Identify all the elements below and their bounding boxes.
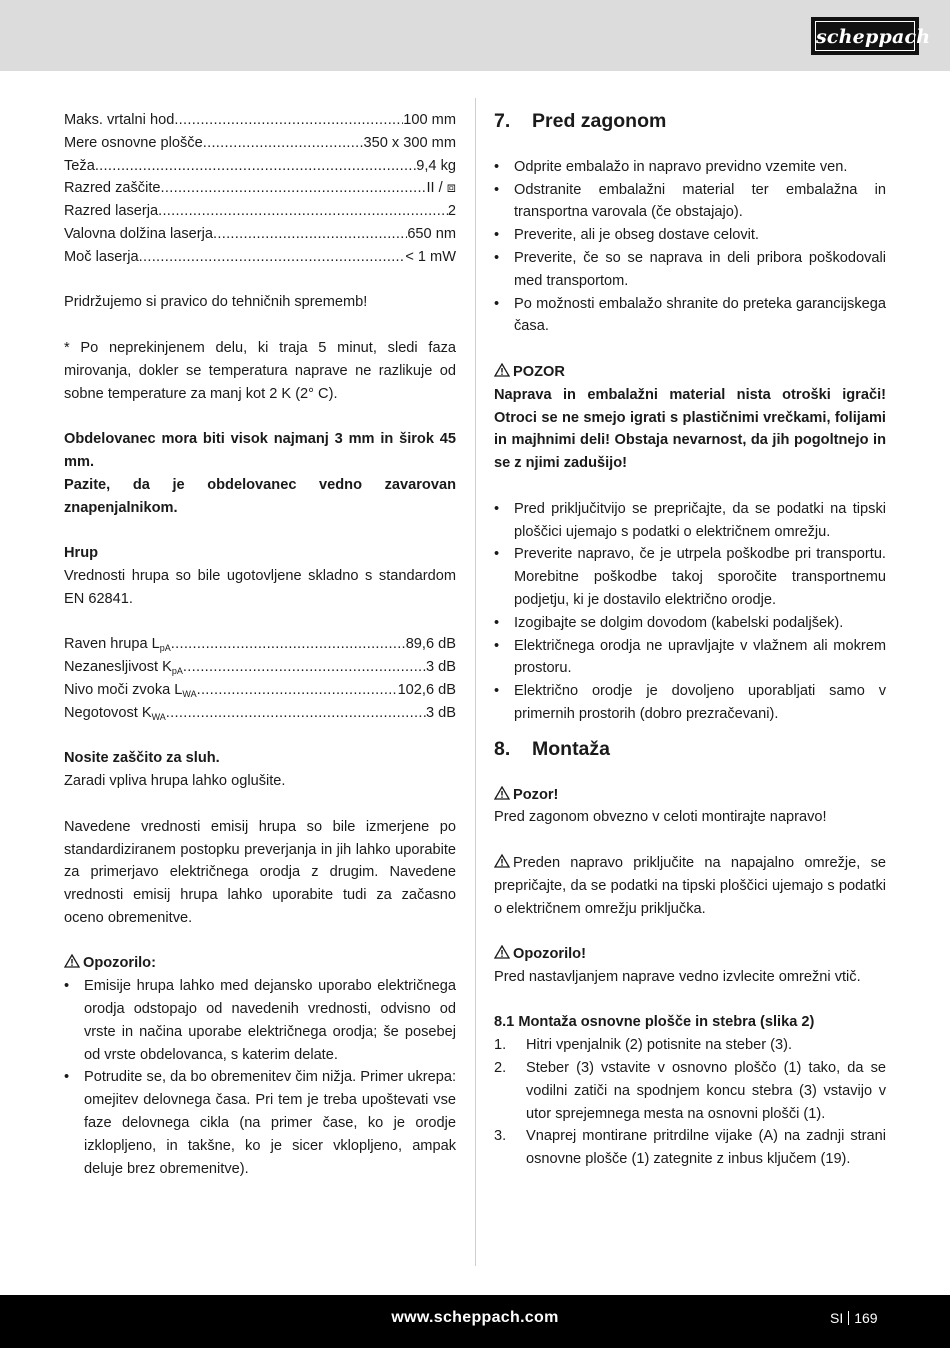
- right-column: [494, 109, 886, 1171]
- list-item: • Električno orodje je dovoljeno uporabljati samo v primernih prostorih (dobro prezračevani).: [494, 680, 886, 726]
- footnote: * Po neprekinjenem delu, ki traja 5 minut, sledi faza mirovanja, dokler se temperatura naprave ne razlikuje od sobne temperature za manj kot 2 K (2° C).: [64, 339, 456, 402]
- leader-dots: [161, 177, 427, 200]
- brand-logo: [811, 17, 931, 55]
- workpiece-note: Obdelovanec mora biti visok najmanj 3 mm in širok 45 mm.: [64, 431, 456, 470]
- leader-dots: [197, 679, 398, 702]
- warning-icon: [494, 363, 510, 377]
- leader-dots: [139, 246, 406, 269]
- spec-row: Razred laserja ..... 2: [64, 200, 456, 223]
- spec-row: Moč laserja ..... < 1 mW: [64, 246, 456, 269]
- opozorilo-text: Pred nastavljanjem naprave vedno izvlecite omrežni vtič.: [494, 968, 861, 985]
- list-item: • Po možnosti embalažo shranite do preteka garancijskega časa.: [494, 293, 886, 339]
- noise-values: [64, 633, 456, 724]
- list-item: • Preverite, če so se naprava in deli pribora poškodovali med transportom.: [494, 247, 886, 293]
- list-item: • Odstranite embalažni material ter embalažna in transportna varovala (če obstajajo).: [494, 179, 886, 225]
- page-indicator: SI 169: [830, 1310, 878, 1326]
- emission-text: Navedene vrednosti emisij hrupa so bile izmerjene po standardiziranem postopku preverjanja in jih lahko uporabite za primerjavo električnega orodja z drugim. Navedene vrednosti emisij hrupa lahko uporabite tudi za začasno oceno obremenitve.: [64, 818, 456, 926]
- noise-row: Negotovost $K_{WA}$ ..... 3 dB: [64, 702, 456, 725]
- spec-list: [64, 109, 456, 269]
- connect-warning: Preden napravo priključite na napajalno omrežje, se prepričajte, da se podatki na tipski ploščici ujemajo s podatki o električnem omrežju priključka.: [494, 854, 886, 917]
- list-item: • Električnega orodja ne upravljajte v vlažnem ali mokrem prostoru.: [494, 635, 886, 681]
- separator: [848, 1311, 849, 1325]
- pozor2-heading: Pozor!: [494, 784, 886, 807]
- noise-row: Nezanesljivost $K_{pA}$ ..... 3 dB: [64, 656, 456, 679]
- list-item: • Odprite embalažo in napravo previdno vzemite ven.: [494, 156, 886, 179]
- header-bar: [0, 0, 950, 71]
- assembly-steps: [494, 1034, 886, 1171]
- spec-row: Teža ..... 9,4 kg: [64, 155, 456, 178]
- subsection-8-1-heading: 8.1 Montaža osnovne plošče in stebra (slika 2): [494, 1014, 815, 1031]
- noise-row: Nivo moči zvoka $L_{WA}$ ..... 102,6 dB: [64, 679, 456, 702]
- reserve-notice: Pridržujemo si pravico do tehničnih sprememb!: [64, 294, 368, 311]
- list-item: • Potrudite se, da bo obremenitev čim nižja. Primer ukrepa: omejitev delovnega časa. Pri tem je treba upoštevati vse faze delovnega cikla (na primer čase, ko je orodje izklopljeno, in takšne, ko je sicer vklopljeno, ampak deluje brez obremenitve).: [64, 1066, 456, 1180]
- warning-icon: [494, 854, 510, 868]
- list-item: • Emisije hrupa lahko med dejansko uporabo električnega orodja odstopajo od navedenih vrednosti, odvisno od vrste in načina uporabe električnega orodja; še posebej od vrste obdelovanca, s katerim delate.: [64, 975, 456, 1066]
- noise-text: Vrednosti hrupa so bile ugotovljene skladno s standardom EN 62841.: [64, 567, 456, 607]
- list-item: • Izogibajte se dolgim dovodom (kabelski podaljšek).: [494, 612, 886, 635]
- spec-row: Valovna dolžina laserja ..... 650 nm: [64, 223, 456, 246]
- brand-logo-text: scheppach: [815, 21, 915, 51]
- leader-dots: [213, 223, 407, 246]
- list-item: 1. Hitri vpenjalnik (2) potisnite na steber (3).: [494, 1037, 793, 1054]
- opozorilo-heading: Opozorilo!: [494, 943, 886, 966]
- noise-row: Raven hrupa $L_{pA}$ ..... 89,6 dB: [64, 633, 456, 656]
- left-column: [64, 109, 456, 1180]
- column-divider: [475, 98, 476, 1266]
- section-8-heading: 8. Montaža: [494, 737, 610, 760]
- list-item: • Preverite, ali je obseg dostave celovit.: [494, 224, 886, 247]
- leader-dots: [171, 633, 406, 656]
- list-item: 3. Vnaprej montirane pritrdilne vijake (A) na zadnji strani osnovne plošče (1) zategnite z inbus ključem (19).: [494, 1128, 886, 1168]
- list-item: 2. Steber (3) vstavite v osnovno ploščo (1) tako, da se vodilni zatiči na spodnjem koncu stebra (3) vstavijo v utor sprejemnega mesta na osnovni plošči (1).: [494, 1060, 886, 1122]
- spec-row: Mere osnovne plošče ..... 350 x 300 mm: [64, 132, 456, 155]
- unpacking-list: [494, 156, 886, 338]
- leader-dots: [95, 155, 416, 178]
- warning-icon: [494, 786, 510, 800]
- warning-icon: [494, 945, 510, 959]
- spec-row: Maks. vrtalni hod ..... 100 mm: [64, 109, 456, 132]
- workpiece-clamp-note: Pazite, da je obdelovanec vedno zavarovan znapenjalnikom.: [64, 476, 456, 516]
- list-item: • Preverite napravo, če je utrpela poškodbe pri transportu. Morebitne poškodbe takoj sporočite transportnemu podjetju, ki je dostavilo električno orodje.: [494, 543, 886, 611]
- leader-dots: [158, 200, 448, 223]
- warning-icon: [64, 954, 80, 968]
- footer-url-link[interactable]: www.scheppach.com: [391, 1309, 559, 1326]
- warning-list: [64, 975, 456, 1180]
- hearing-text: Zaradi vpliva hrupa lahko oglušite.: [64, 773, 286, 790]
- noise-heading: Hrup: [64, 545, 99, 562]
- pozor2-text: Pred zagonom obvezno v celoti montirajte napravo!: [494, 809, 827, 826]
- hearing-heading: Nosite zaščito za sluh.: [64, 750, 220, 767]
- connection-list: [494, 498, 886, 726]
- spec-row: Razred zaščite ..... II / ⧈: [64, 177, 456, 200]
- leader-dots: [183, 656, 426, 679]
- pozor-heading: POZOR: [494, 361, 886, 384]
- leader-dots: [166, 702, 426, 725]
- leader-dots: [174, 109, 403, 132]
- leader-dots: [203, 132, 364, 155]
- list-item: • Pred priključitvijo se prepričajte, da se podatki na tipski ploščici ujemajo s podatki o električnem omrežju.: [494, 498, 886, 544]
- section-7-heading: 7. Pred zagonom: [494, 110, 667, 132]
- pozor-text: Naprava in embalažni material nista otroški igrači! Otroci se ne smejo igrati s plastičnimi vrečkami, folijami in majhnimi deli! Obstaja nevarnost, da jih pogoltnejo in se z njimi zadušijo!: [494, 386, 886, 472]
- warning-heading: Opozorilo:: [64, 952, 456, 975]
